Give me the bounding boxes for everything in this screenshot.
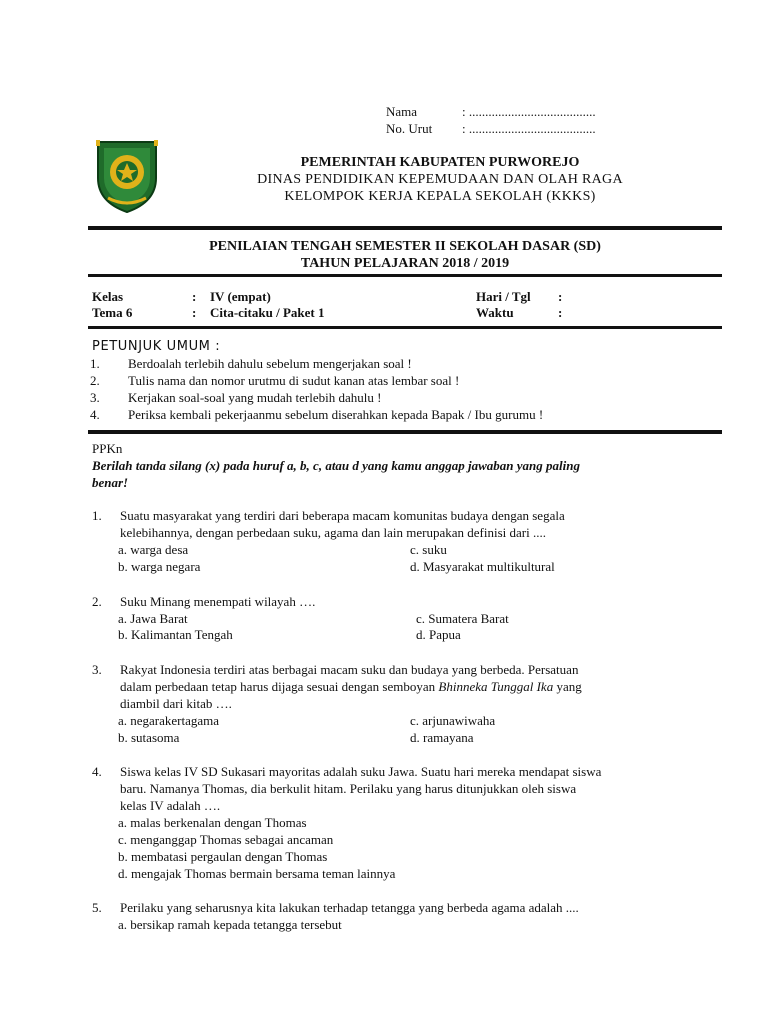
option-c[interactable]: c. menganggap Thomas sebagai ancaman	[118, 832, 334, 847]
option-b[interactable]: b. sutasoma	[118, 730, 180, 745]
header-divider	[88, 226, 722, 230]
question-number: 1.	[92, 508, 102, 523]
name-field[interactable]: : .......................................	[462, 104, 596, 119]
question-text: Suku Minang menempati wilayah ….	[120, 594, 316, 609]
question-text: kelebihannya, dengan perbedaan suku, agama dan lain merupakan definisi dari ....	[120, 525, 546, 540]
header-line3: KELOMPOK KERJA KEPALA SEKOLAH (KKKS)	[284, 189, 596, 204]
waktu-label: Waktu	[476, 305, 514, 320]
instructions-title: PETUNJUK UMUM :	[92, 339, 221, 354]
option-c[interactable]: c. arjunawiwaha	[410, 713, 496, 728]
exam-year: TAHUN PELAJARAN 2018 / 2019	[300, 256, 510, 271]
hari-label: Hari / Tgl	[476, 289, 531, 304]
question-number: 2.	[92, 594, 102, 609]
question-text: diambil dari kitab ….	[120, 696, 232, 711]
option-b[interactable]: b. membatasi pergaulan dengan Thomas	[118, 849, 328, 864]
instruction-text: Berdoalah terlebih dahulu sebelum mengerjakan soal !	[128, 356, 412, 371]
header-line2: DINAS PENDIDIKAN KEPEMUDAAN DAN OLAH RAGA	[257, 172, 623, 187]
question-text-suffix: yang	[553, 679, 582, 694]
instructions-divider	[88, 430, 722, 434]
exam-title: PENILAIAN TENGAH SEMESTER II SEKOLAH DASAR (SD)	[209, 239, 601, 254]
tema-value: Cita-citaku / Paket 1	[210, 305, 325, 320]
question-text: Siswa kelas IV SD Sukasari mayoritas adalah suku Jawa. Suatu hari mereka mendapat siswa	[120, 764, 602, 779]
option-d[interactable]: d. mengajak Thomas bermain bersama teman lainnya	[118, 866, 396, 881]
waktu-colon: :	[558, 305, 563, 320]
tema-label: Tema 6	[92, 305, 133, 320]
question-text: kelas IV adalah ….	[120, 798, 221, 813]
question-text	[120, 679, 582, 695]
kelas-value: IV (empat)	[210, 289, 271, 304]
tema-colon: :	[192, 305, 197, 320]
option-a[interactable]: a. negarakertagama	[118, 713, 220, 728]
header-line1: PEMERINTAH KABUPATEN PURWOREJO	[300, 155, 580, 170]
instruction-text: Periksa kembali pekerjaanmu sebelum diserahkan kepada Bapak / Ibu gurumu !	[128, 407, 544, 422]
option-c[interactable]: c. Sumatera Barat	[416, 611, 509, 626]
instruction-number: 2.	[90, 373, 100, 388]
subject-instruction: Berilah tanda silang (x) pada huruf a, b, c, atau d yang kamu anggap jawaban yang paling	[92, 458, 580, 473]
number-field[interactable]: : .......................................	[462, 121, 596, 136]
question-text: baru. Namanya Thomas, dia berkulit hitam. Perilaku yang harus ditunjukkan oleh siswa	[120, 781, 577, 796]
subject-name: PPKn	[92, 441, 123, 456]
question-text: Perilaku yang seharusnya kita lakukan terhadap tetangga yang berbeda agama adalah ....	[120, 900, 579, 915]
question-number: 5.	[92, 900, 102, 915]
hari-colon: :	[558, 289, 563, 304]
option-d[interactable]: d. Papua	[416, 627, 461, 642]
question-number: 3.	[92, 662, 102, 677]
option-d[interactable]: d. ramayana	[410, 730, 474, 745]
question-text: Rakyat Indonesia terdiri atas berbagai macam suku dan budaya yang berbeda. Persatuan	[120, 662, 579, 677]
number-label: No. Urut	[386, 121, 433, 136]
option-d[interactable]: d. Masyarakat multikultural	[410, 559, 555, 574]
kelas-colon: :	[192, 289, 197, 304]
motto-emphasis: Bhinneka Tunggal Ika	[438, 679, 554, 694]
kelas-label: Kelas	[92, 289, 124, 304]
option-a[interactable]: a. warga desa	[118, 542, 189, 557]
instruction-number: 1.	[90, 356, 100, 371]
name-label: Nama	[386, 104, 418, 119]
option-a[interactable]: a. bersikap ramah kepada tetangga tersebut	[118, 917, 342, 932]
option-a[interactable]: a. malas berkenalan dengan Thomas	[118, 815, 307, 830]
instruction-number: 3.	[90, 390, 100, 405]
question-text-plain: dalam perbedaan tetap harus dijaga sesuai dengan semboyan	[120, 679, 439, 694]
title-divider	[88, 274, 722, 277]
info-divider	[88, 326, 722, 329]
question-number: 4.	[92, 764, 102, 779]
regency-logo-icon	[92, 138, 162, 214]
option-a[interactable]: a. Jawa Barat	[118, 611, 188, 626]
option-b[interactable]: b. warga negara	[118, 559, 201, 574]
instruction-text: Kerjakan soal-soal yang mudah terlebih dahulu !	[128, 390, 382, 405]
subject-instruction-cont: benar!	[92, 475, 129, 490]
instruction-text: Tulis nama dan nomor urutmu di sudut kanan atas lembar soal !	[128, 373, 460, 388]
question-text: Suatu masyarakat yang terdiri dari beberapa macam komunitas budaya dengan segala	[120, 508, 565, 523]
option-c[interactable]: c. suku	[410, 542, 447, 557]
instruction-number: 4.	[90, 407, 100, 422]
option-b[interactable]: b. Kalimantan Tengah	[118, 627, 233, 642]
